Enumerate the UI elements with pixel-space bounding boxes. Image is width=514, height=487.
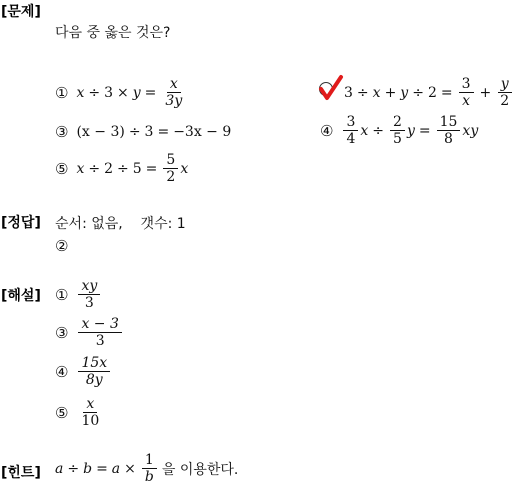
- answer-mark: ②: [55, 237, 69, 255]
- choice-5-mark: ⑤: [55, 159, 69, 178]
- explanation-3: ④ $\frac{15x}{8y}$: [55, 355, 112, 388]
- question-text: 다음 중 옳은 것은?: [55, 25, 171, 41]
- choice-3[interactable]: ③ (x − 3) ÷ 3 = −3x − 9: [55, 123, 232, 141]
- choice-5[interactable]: ⑤ x ÷ 2 ÷ 5 = $\frac{5}{2}$ x: [55, 152, 189, 186]
- check-mark-icon: [318, 74, 344, 104]
- choice-2[interactable]: 3 ÷ x + y ÷ 2 = $\frac{3}{x}$ + $\frac{y}{2}$: [344, 76, 514, 109]
- c1-c: y: [132, 84, 141, 101]
- c1-fraction: $\frac{x}{3y}$: [165, 76, 183, 110]
- answer-info: 순서: 없음, 갯수: 1: [55, 216, 186, 232]
- explanation-1: ① $\frac{xy}{3}$: [55, 278, 102, 311]
- problem-label: [문제]: [1, 4, 41, 20]
- c2-fraction-2: $\frac{y}{2}$: [497, 76, 512, 109]
- hint-label: [힌트]: [1, 465, 41, 481]
- choice-4[interactable]: ④ $\frac{3}{4}$ x ÷ $\frac{2}{5}$ y = $\frac{15}{8}$ xy: [320, 114, 479, 148]
- explanation-4: ⑤ $\frac{x}{10}$: [55, 396, 100, 430]
- answer-label: [정답]: [1, 215, 41, 231]
- explanation-label: [해설]: [1, 288, 41, 304]
- c2-fraction-1: $\frac{3}{x}$: [459, 76, 474, 109]
- choice-4-mark: ④: [320, 121, 334, 140]
- c1-b: 3: [104, 84, 114, 101]
- explanation-2: ③ $\frac{x - 3}{3}$: [55, 316, 124, 349]
- c1-a: x: [76, 84, 85, 101]
- choice-1-mark: ①: [55, 83, 69, 102]
- hint-text: a ÷ b = a × $\frac{1}{b}$ 을 이용한다.: [55, 452, 239, 486]
- choice-3-mark: ③: [55, 123, 69, 141]
- choice-1[interactable]: ① x ÷ 3 × y = $\frac{x}{3y}$: [55, 76, 187, 109]
